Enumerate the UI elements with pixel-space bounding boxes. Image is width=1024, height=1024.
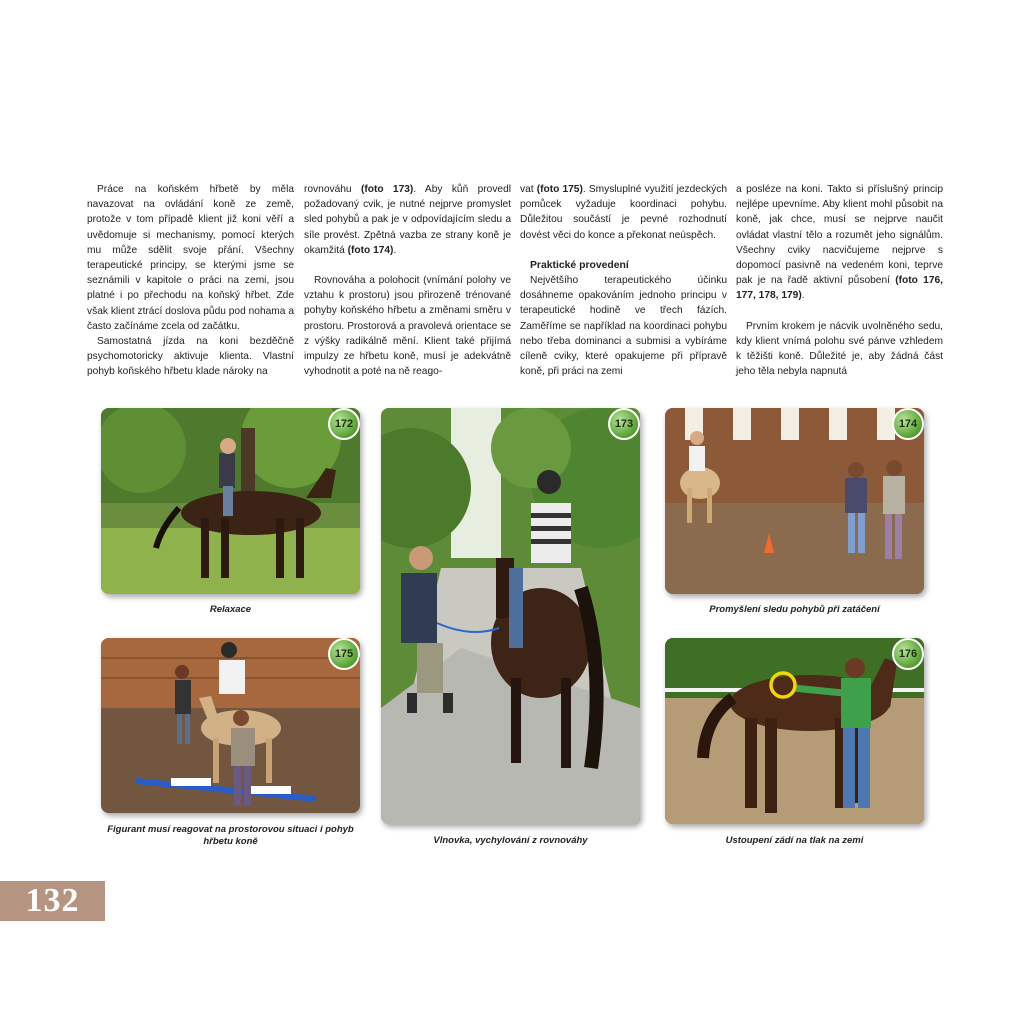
text-column-3 [520,182,727,379]
photo-number-badge: 172 [328,408,360,440]
paragraph [520,182,727,243]
paragraph: Práce na koňském hřbetě by měla navazovat na ovládání koně ze země, protože v tom případě klient již koni věří a uvědomuje si mechanismy, pomocí kterých mu může sdělit svoje přání. Všechny terapeutické principy, se kterými jsme se seznámili v kapitole o práci na zemi, jsou platné i po přechodu na koňský hřbet. Zde však klient ztrácí doslova půdu pod nohama a často začínáme zcela od začátku. [87,184,294,332]
text-run: . [393,244,397,256]
photo-173-image [381,408,640,824]
photo-175 [101,638,360,813]
photo-caption: Ustoupení zádí na tlak na zemi [725,835,864,846]
text-column-1 [87,182,294,380]
photo-caption: Relaxace [209,604,252,615]
photo-number-badge: 173 [608,408,640,440]
photo-174 [665,408,924,594]
text-run: . [801,290,805,302]
paragraph: Největšího terapeutického účinku dosáhneme opakováním jednoho principu v terapeutické hodině ve třech fázích. Zaměříme se například na koordinaci pohybu nebo třeba dominanci a submisi a vybíráme cíleně cviky, které opakujeme při přípravě koně, při práci na zemi [520,275,727,378]
photo-reference: (foto 176, 177, 178, 179) [736,275,943,302]
photo-176-image [665,638,924,824]
photo-173 [381,408,640,824]
photo-174-image [665,408,924,594]
page-number: 132 [0,881,105,921]
photo-reference: (foto 175) [536,184,583,195]
text-run: vat [520,184,537,195]
section-heading: Praktické provedení [530,259,629,271]
text-run: . Aby kůň provedl požadovaný cvik, je nutné nejprve promyslet sled pohybů a pak je v odpovídajícím sledu a síle provést. Zpětná vazba ze strany koně je okamžitá [304,184,512,256]
paragraph [304,182,511,258]
photo-number-badge: 175 [328,638,360,670]
paragraph: Rovnováha a polohocit (vnímání polohy ve vztahu k prostoru) jsou přirozeně trénované pohyby koňského hřbetu a změnami směru v prostoru. Prostorová a pravolevá orientace se z výšky radikálně mění. Klient také přijímá impulzy ze hřbetu koně, musí je adekvátně vyhodnotit a poté na ně reago- [304,275,511,378]
photo-caption: Promyšlení sledu pohybů při zatáčení [709,604,880,615]
photo-reference: (foto 174) [347,244,394,256]
text-run: rovnováhu [304,184,361,195]
photo-172-image [101,408,360,594]
photo-number-badge: 176 [892,638,924,670]
photo-176 [665,638,924,824]
photo-caption: Vlnovka, vychylování z rovnováhy [433,835,588,846]
text-run: . Smysluplné využití jezdeckých pomůcek vyžaduje koordinaci pohybu. Důležitou součástí je pevné rozhodnutí dovést věci do konce a překonat neúspěch. [520,184,727,241]
text-run: a posléze na koni. Takto si příslušný princip nejlépe upevníme. Aby klient mohl působit na koně, jak chce, musí se nejprve naučit ovládat vlastní tělo a rozumět jeho signálům. Všechny cviky nacvičujeme nejprve s dopomocí pasivně na vedeném koni, teprve pak je na řadě aktivní působení [736,184,943,287]
text-column-4 [736,182,943,379]
photo-number-badge: 174 [892,408,924,440]
paragraph: Prvním krokem je nácvik uvolněného sedu, kdy klient vnímá polohu své pánve vzhledem k těžišti koně. Důležité je, aby žádná část jeho těla nebyla napnutá [736,320,943,378]
photo-172 [101,408,360,594]
paragraph [736,182,943,304]
photo-reference: (foto 173) [360,184,414,195]
photo-caption: Figurant musí reagovat na prostorovou situaci i pohyb hřbetu koně [107,824,354,847]
photo-175-image [101,638,360,813]
paragraph: Samostatná jízda na koni bezděčně psychomotoricky aktivuje klienta. Vlastní pohyb koňského hřbetu klade nároky na [87,336,294,378]
text-column-2 [304,182,511,379]
